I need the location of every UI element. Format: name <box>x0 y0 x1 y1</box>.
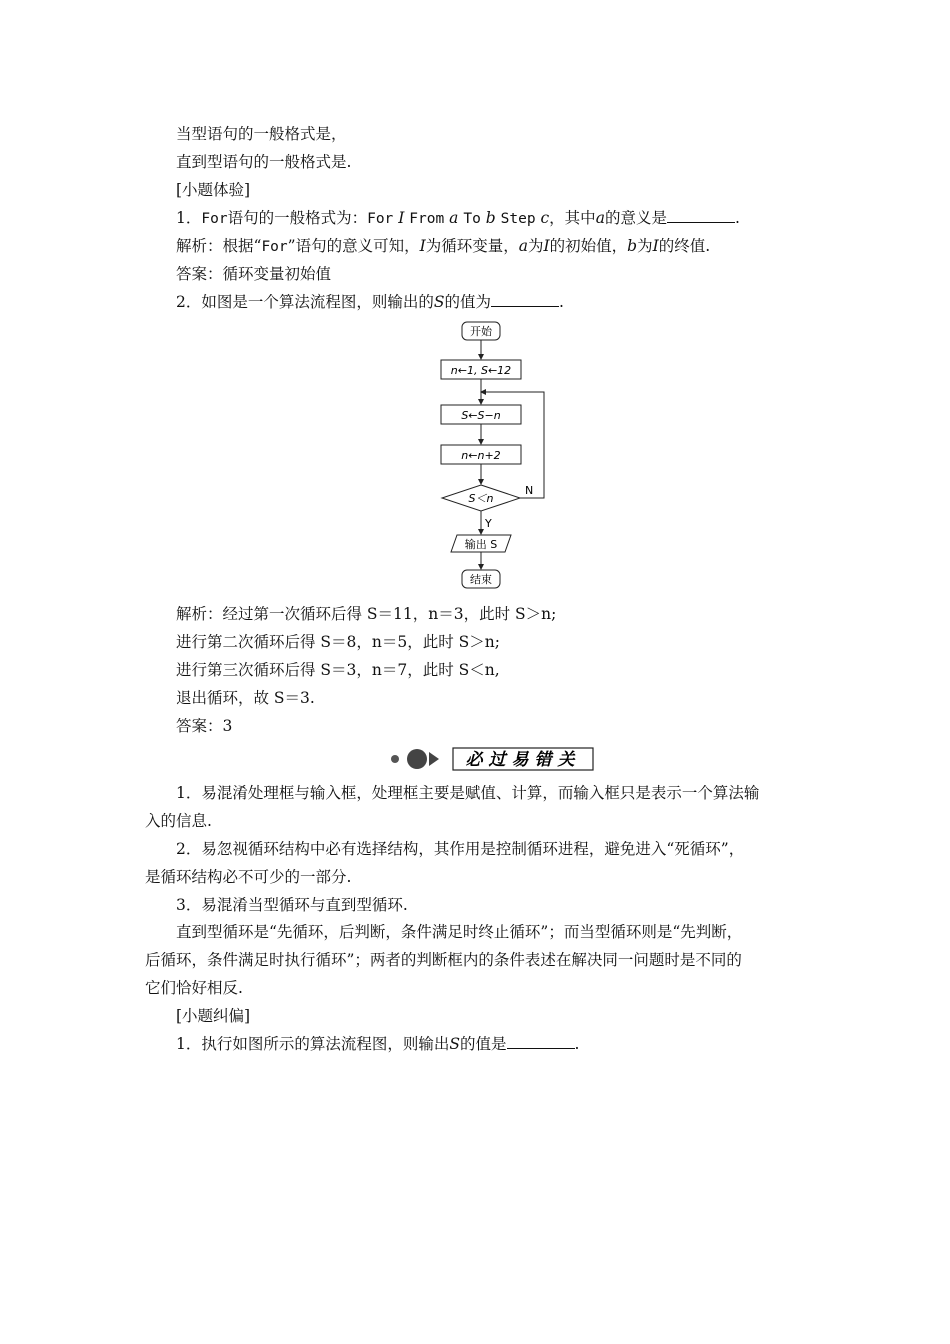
banner-dot-icon <box>391 755 399 763</box>
text-line: 3．易混淆当型循环与直到型循环. <box>176 896 408 914</box>
text-line: 后循环，条件满足时执行循环”；两者的判断框内的条件表述在解决同一问题时是不同的 <box>145 951 742 969</box>
section-heading: [小题体验] <box>176 181 251 199</box>
flowchart-diagram <box>430 316 560 596</box>
section-banner <box>383 744 603 774</box>
banner-title: 必过易错关 <box>465 750 581 770</box>
solution-line: 解析：经过第一次循环后得 S＝11，n＝3，此时 S＞n; <box>176 605 557 623</box>
banner-circle-icon <box>407 749 427 769</box>
text-line: 它们恰好相反. <box>145 979 243 997</box>
answer-explanation-1: 解析：根据“For”语句的意义可知，I为循环变量，a为I的初始值，b为I的终值. <box>176 237 711 255</box>
answer-blank <box>507 1034 575 1049</box>
text-line: 2．易忽视循环结构中必有选择结构，其作用是控制循环进程，避免进入“死循环”， <box>176 840 745 858</box>
solution-line: 退出循环，故 S＝3. <box>176 689 315 707</box>
answer-blank <box>491 292 559 307</box>
solution-line: 进行第三次循环后得 S＝3，n＝7，此时 S＜n, <box>176 661 500 679</box>
solution-line: 进行第二次循环后得 S＝8，n＝5，此时 S＞n; <box>176 633 501 651</box>
section-heading: [小题纠偏] <box>176 1007 251 1025</box>
init-label: n←1, S←12 <box>450 364 512 377</box>
question-1: 1．For语句的一般格式为：For I From a To b Step c，其中a的意义是 . <box>176 209 740 227</box>
text-line: 1．易混淆处理框与输入框，处理框主要是赋值、计算，而输入框只是表示一个算法输 <box>176 784 760 802</box>
text-line: 入的信息. <box>145 812 212 830</box>
text-line: 是循环结构必不可少的一部分. <box>145 868 352 886</box>
banner-graphic <box>383 744 603 774</box>
question-correction-1: 1．执行如图所示的算法流程图，则输出S的值是 . <box>176 1035 580 1053</box>
no-label: N <box>525 484 534 497</box>
condition-label: S＜n <box>468 492 494 505</box>
subtract-label: S←S−n <box>461 409 501 422</box>
banner-arrow-icon <box>429 752 439 766</box>
answer-2: 答案：3 <box>176 717 233 735</box>
output-label: 输出 S <box>464 538 498 551</box>
question-2: 2．如图是一个算法流程图，则输出的S的值为 . <box>176 293 564 311</box>
text-line: 直到型循环是“先循环，后判断，条件满足时终止循环”；而当型循环则是“先判断， <box>176 923 743 941</box>
yes-label: Y <box>485 517 492 530</box>
answer-1: 答案：循环变量初始值 <box>176 265 332 283</box>
answer-blank <box>667 208 735 223</box>
increment-label: n←n+2 <box>461 449 501 462</box>
start-label: 开始 <box>470 325 492 338</box>
text-line: 直到型语句的一般格式是. <box>176 153 352 171</box>
end-label: 结束 <box>470 573 492 586</box>
text-line: 当型语句的一般格式是， <box>176 125 347 143</box>
